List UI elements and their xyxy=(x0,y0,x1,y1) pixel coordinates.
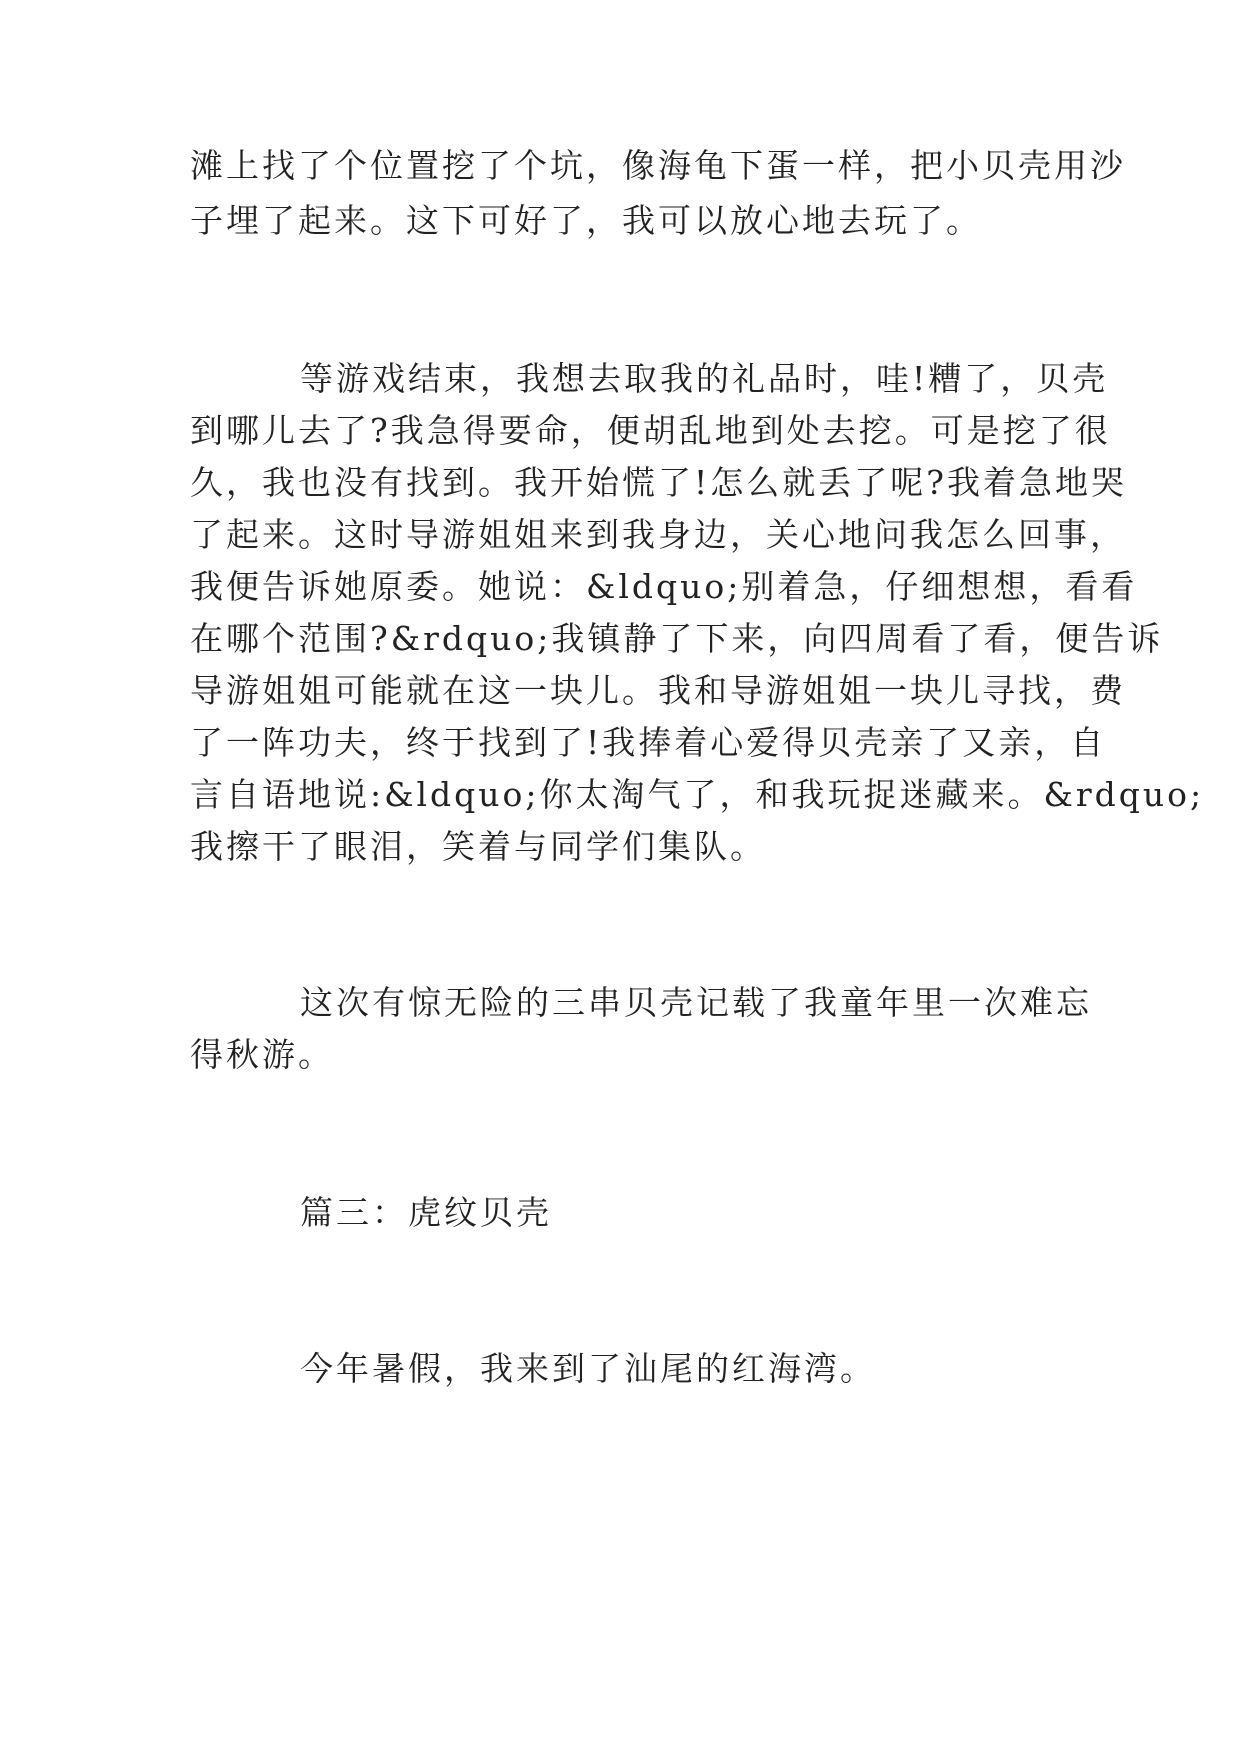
paragraph-line: 滩上找了个位置挖了个坑，像海龟下蛋一样，把小贝壳用沙 xyxy=(190,146,1126,185)
paragraph-line: 这次有惊无险的三串贝壳记载了我童年里一次难忘 xyxy=(300,983,1092,1022)
paragraph-line: 在哪个范围?&rdquo;我镇静了下来，向四周看了看，便告诉 xyxy=(190,619,1164,658)
paragraph-line: 我便告诉她原委。她说：&ldquo;别着急，仔细想想，看看 xyxy=(190,567,1138,606)
paragraph-line: 言自语地说:&ldquo;你太淘气了，和我玩捉迷藏来。&rdquo; xyxy=(190,775,1205,814)
paragraph-line: 到哪儿去了?我急得要命，便胡乱地到处去挖。可是挖了很 xyxy=(190,411,1111,450)
paragraph-line: 我擦干了眼泪，笑着与同学们集队。 xyxy=(190,827,766,866)
paragraph-line: 久，我也没有找到。我开始慌了!怎么就丢了呢?我着急地哭 xyxy=(190,463,1127,502)
paragraph-line: 得秋游。 xyxy=(190,1035,334,1074)
paragraph-line: 了一阵功夫，终于找到了!我捧着心爱得贝壳亲了又亲，自 xyxy=(190,723,1107,762)
paragraph-line: 子埋了起来。这下可好了，我可以放心地去玩了。 xyxy=(190,201,982,240)
paragraph-line: 今年暑假，我来到了汕尾的红海湾。 xyxy=(300,1349,876,1388)
paragraph-line: 了起来。这时导游姐姐来到我身边，关心地问我怎么回事， xyxy=(190,515,1126,554)
paragraph-line: 等游戏结束，我想去取我的礼品时，哇!糟了，贝壳 xyxy=(300,359,1109,398)
paragraph-line: 导游姐姐可能就在这一块儿。我和导游姐姐一块儿寻找，费 xyxy=(190,671,1126,710)
section-heading: 篇三：虎纹贝壳 xyxy=(300,1193,552,1232)
